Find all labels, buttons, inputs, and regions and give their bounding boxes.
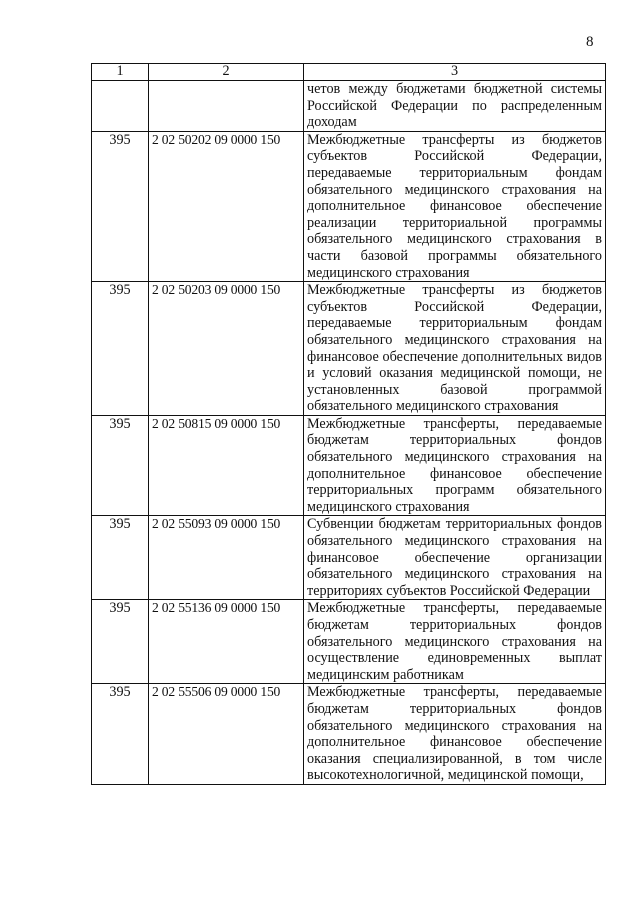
admin-code-cell: 395 (92, 516, 149, 600)
table-row (92, 131, 606, 281)
table-row (92, 600, 606, 684)
table-row (92, 81, 606, 132)
admin-code-cell (92, 81, 149, 132)
budget-code-cell: 2 02 50815 09 0000 150 (149, 415, 304, 516)
column-header-2: 2 (149, 64, 304, 81)
description-cell: четов между бюджетами бюджетной системы Российской Федерации по распределенным доходам (304, 81, 606, 132)
admin-code-cell: 395 (92, 600, 149, 684)
admin-code-cell: 395 (92, 415, 149, 516)
table-row (92, 516, 606, 600)
table-row (92, 282, 606, 416)
description-cell: Межбюджетные трансферты, передаваемые бюджетам территориальных фондов обязательного медицинского страхования на осуществление единовременных выплат медицинским работникам (304, 600, 606, 684)
budget-code-cell: 2 02 55136 09 0000 150 (149, 600, 304, 684)
description-cell: Межбюджетные трансферты, передаваемые бюджетам территориальных фондов обязательного медицинского страхования на дополнительное финансовое обеспечение территориальных программ обязательного медицинского страхования (304, 415, 606, 516)
budget-code-cell (149, 81, 304, 132)
description-cell: Межбюджетные трансферты из бюджетов субъектов Российской Федерации, передаваемые территориальным фондам обязательного медицинского страхования на финансовое обеспечение дополнительных видов и условий оказания медицинской помощи, не установленных базовой программой обязательного медицинского страхования (304, 282, 606, 416)
table-row (92, 415, 606, 516)
column-header-3: 3 (304, 64, 606, 81)
column-header-1: 1 (92, 64, 149, 81)
admin-code-cell: 395 (92, 684, 149, 785)
budget-code-cell: 2 02 55093 09 0000 150 (149, 516, 304, 600)
table-row (92, 684, 606, 785)
table-header-row (92, 64, 606, 81)
budget-code-cell: 2 02 50202 09 0000 150 (149, 131, 304, 281)
admin-code-cell: 395 (92, 282, 149, 416)
budget-code-cell: 2 02 55506 09 0000 150 (149, 684, 304, 785)
description-cell: Межбюджетные трансферты, передаваемые бюджетам территориальных фондов обязательного медицинского страхования на дополнительное финансовое обеспечение оказания специализированной, в том числе высокотехнологичной, медицинской помощи, (304, 684, 606, 785)
page-number: 8 (586, 34, 594, 50)
budget-codes-table (91, 63, 606, 785)
budget-code-cell: 2 02 50203 09 0000 150 (149, 282, 304, 416)
description-cell: Субвенции бюджетам территориальных фондов обязательного медицинского страхования на финансовое обеспечение организации обязательного медицинского страхования на территориях субъектов Российской Федерации (304, 516, 606, 600)
admin-code-cell: 395 (92, 131, 149, 281)
description-cell: Межбюджетные трансферты из бюджетов субъектов Российской Федерации, передаваемые территориальным фондам обязательного медицинского страхования на дополнительное финансовое обеспечение реализации территориальной программы обязательного медицинского страхования в части базовой программы обязательного медицинского страхования (304, 131, 606, 281)
